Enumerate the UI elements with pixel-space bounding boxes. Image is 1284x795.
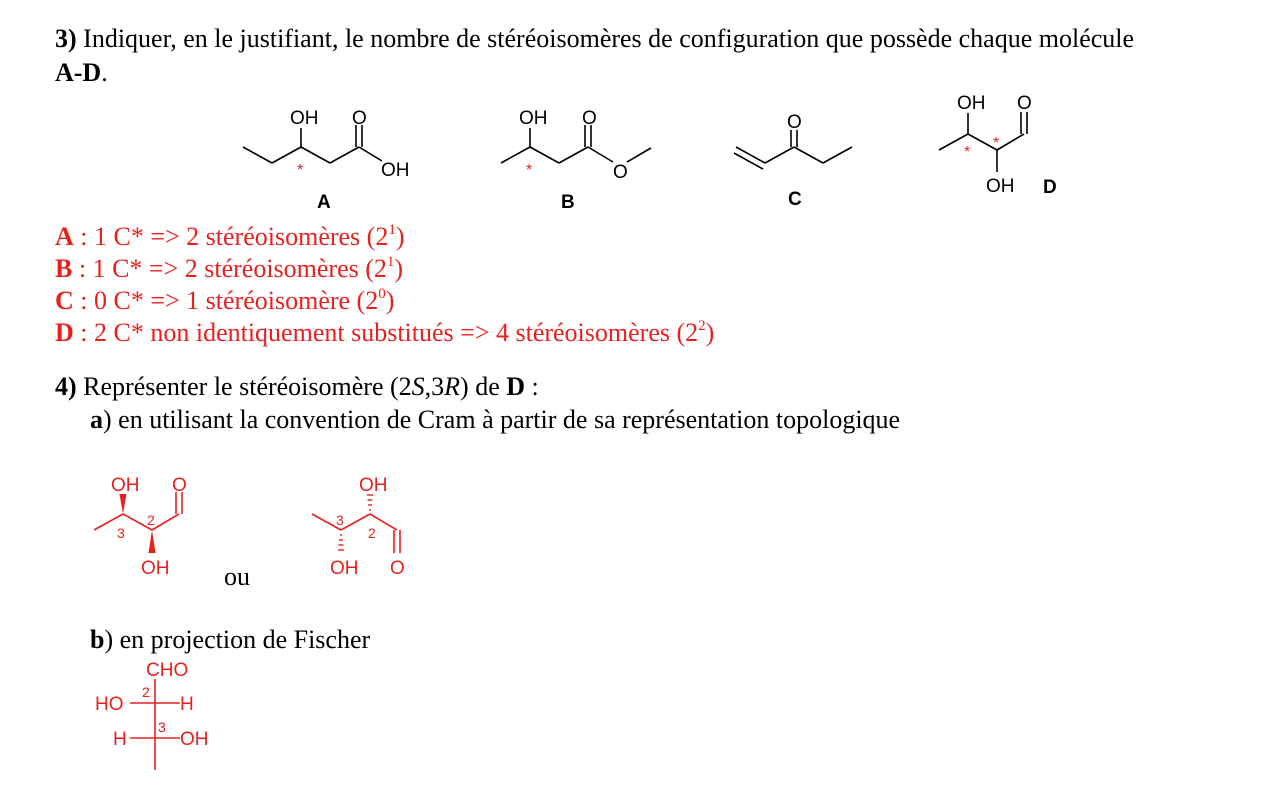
answer-c-letter: C — [55, 286, 74, 315]
q4b-text: ) en projection de Fischer — [104, 625, 371, 654]
molecule-b-o-ester: O — [613, 162, 628, 183]
molecule-c-o: O — [787, 112, 802, 133]
q4-text-a: Représenter le stéréoisomère (2 — [76, 372, 412, 401]
q4-number: 4) — [55, 372, 77, 401]
cram-structure-2 — [312, 514, 400, 553]
molecule-d-o: O — [1017, 93, 1032, 114]
cram2-c2: 2 — [368, 525, 376, 541]
q3-number: 3) — [55, 24, 77, 53]
answer-b-end: ) — [394, 254, 404, 283]
cram1-wedge-up — [120, 494, 127, 514]
cram1-o: O — [172, 475, 187, 496]
cram2-hash-bond-down — [338, 535, 344, 550]
q4b-letter: b — [90, 625, 105, 654]
answer-d-letter: D — [55, 318, 74, 347]
molecule-b-label: B — [561, 192, 575, 213]
molecule-b — [501, 125, 651, 163]
fischer-projection — [130, 679, 180, 770]
molecule-d-star-2: * — [993, 135, 1000, 152]
cram2-oh-top: OH — [359, 475, 388, 496]
molecule-a-label: A — [317, 192, 331, 213]
answer-b-text: : 1 C* => 2 stéréoisomères (2 — [72, 254, 387, 283]
answer-c-end: ) — [385, 286, 395, 315]
q4-config-s: S — [411, 372, 425, 401]
answer-a-exp: 1 — [388, 222, 396, 238]
answer-a-end: ) — [395, 222, 405, 251]
fischer-oh-right: OH — [180, 729, 209, 750]
answer-b-letter: B — [55, 254, 73, 283]
fischer-h-right: H — [180, 694, 194, 715]
molecule-a-o: O — [352, 108, 367, 129]
q4-text-d: : — [525, 372, 539, 401]
cram2-c3: 3 — [336, 512, 344, 528]
molecule-c — [734, 130, 852, 169]
molecule-d-label: D — [1043, 177, 1057, 198]
fischer-c2: 2 — [142, 684, 150, 700]
molecule-a — [243, 125, 382, 163]
cram1-wedge-down — [149, 530, 156, 553]
cram1-c3: 3 — [117, 525, 125, 541]
fischer-h-left: H — [113, 729, 127, 750]
molecule-a-star: * — [297, 162, 304, 179]
fischer-c3: 3 — [158, 719, 166, 735]
molecule-b-o-carbonyl: O — [582, 108, 597, 129]
molecule-a-oh-acid: OH — [381, 160, 410, 181]
answer-d-exp: 2 — [698, 318, 706, 334]
cram1-c2: 2 — [147, 512, 155, 528]
molecule-b-star: * — [526, 162, 533, 179]
fischer-cho: CHO — [146, 660, 189, 681]
cram1-oh-bottom: OH — [141, 558, 170, 579]
fischer-ho: HO — [95, 694, 124, 715]
cram2-hash-bond-up — [367, 495, 373, 510]
q4-config-r: R — [444, 372, 461, 401]
answer-d-text: : 2 C* non identiquement substitués => 4 stéréoisomères (2 — [73, 318, 699, 347]
cram1-oh-top: OH — [111, 475, 140, 496]
answer-b-exp: 1 — [386, 254, 395, 270]
answer-a-letter: A — [55, 222, 74, 251]
molecule-b-oh: OH — [519, 108, 548, 129]
q4-molecule-d: D — [506, 372, 526, 401]
molecule-d-oh-bottom: OH — [986, 176, 1015, 197]
molecule-c-label: C — [788, 189, 802, 210]
answer-d-end: ) — [705, 318, 715, 347]
molecule-d — [939, 112, 1027, 172]
cram2-oh-bottom: OH — [330, 558, 359, 579]
q3-text: Indiquer, en le justifiant, le nombre de stéréoisomères de configuration que possède chaque molécule — [76, 24, 1135, 53]
q4-text-b: ,3 — [424, 372, 445, 401]
q3-molecules: A-D — [55, 58, 102, 87]
molecule-d-star-1: * — [964, 144, 971, 161]
q4a-text: ) en utilisant la convention de Cram à partir de sa représentation topologique — [103, 405, 901, 434]
cram2-o: O — [390, 558, 405, 579]
molecule-a-oh-top: OH — [290, 108, 319, 129]
answer-a-text: : 1 C* => 2 stéréoisomères (2 — [73, 222, 389, 251]
ou-text: ou — [224, 562, 250, 591]
molecule-d-oh-top: OH — [957, 93, 986, 114]
q4-text-c: ) de — [460, 372, 507, 401]
cram-structure-1 — [94, 492, 182, 530]
q3-period: . — [101, 58, 108, 87]
answer-c-exp: 0 — [378, 286, 386, 302]
q4a-letter: a — [90, 405, 103, 434]
answer-c-text: : 0 C* => 1 stéréoisomère (2 — [73, 286, 379, 315]
